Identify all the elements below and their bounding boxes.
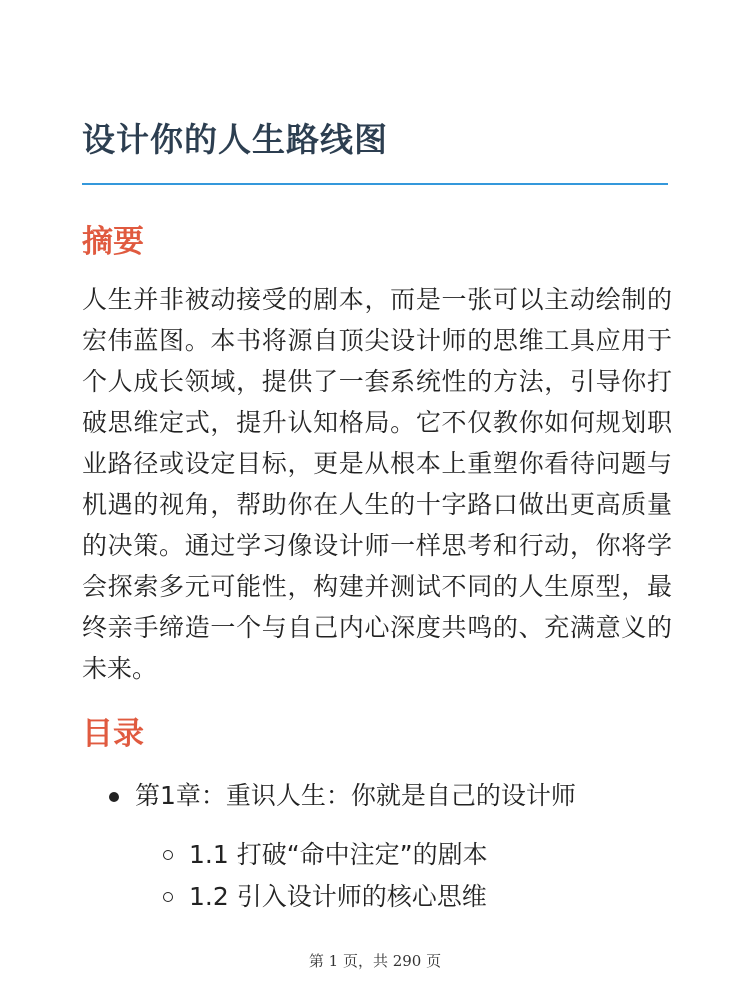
bullet-dot-icon — [109, 792, 119, 802]
page-footer: 第 1 页，共 290 页 — [308, 952, 442, 970]
abstract-paragraph: 人生并非被动接受的剧本，而是一张可以主动绘制的宏伟蓝图。本书将源自顶尖设计师的思维工具应用于个人成长领域，提供了一套系统性的方法，引导你打破思维定式，提升认知格局。它不仅教你如何规划职业路径或设定目标，更是从根本上重塑你看待问题与机遇的视角，帮助你在人生的十字路口做出更高质量的决策。通过学习像设计师一样思考和行动，你将学会探索多元可能性，构建并测试不同的人生原型，最终亲手缔造一个与自己内心深度共鸣的、充满意义的未来。 — [82, 285, 672, 683]
abstract-heading: 摘要 — [82, 224, 144, 260]
toc-heading: 目录 — [82, 716, 144, 752]
toc-section-1-2[interactable]: 1.2 引入设计师的核心思维 — [189, 882, 487, 911]
toc-chapter-1[interactable]: 第1章：重识人生：你就是自己的设计师 — [135, 781, 576, 810]
bullet-circle-icon — [163, 892, 173, 902]
title-divider — [82, 183, 668, 185]
toc-section-1-1[interactable]: 1.1 打破“命中注定”的剧本 — [189, 840, 488, 869]
bullet-circle-icon — [163, 850, 173, 860]
document-title: 设计你的人生路线图 — [82, 120, 388, 159]
